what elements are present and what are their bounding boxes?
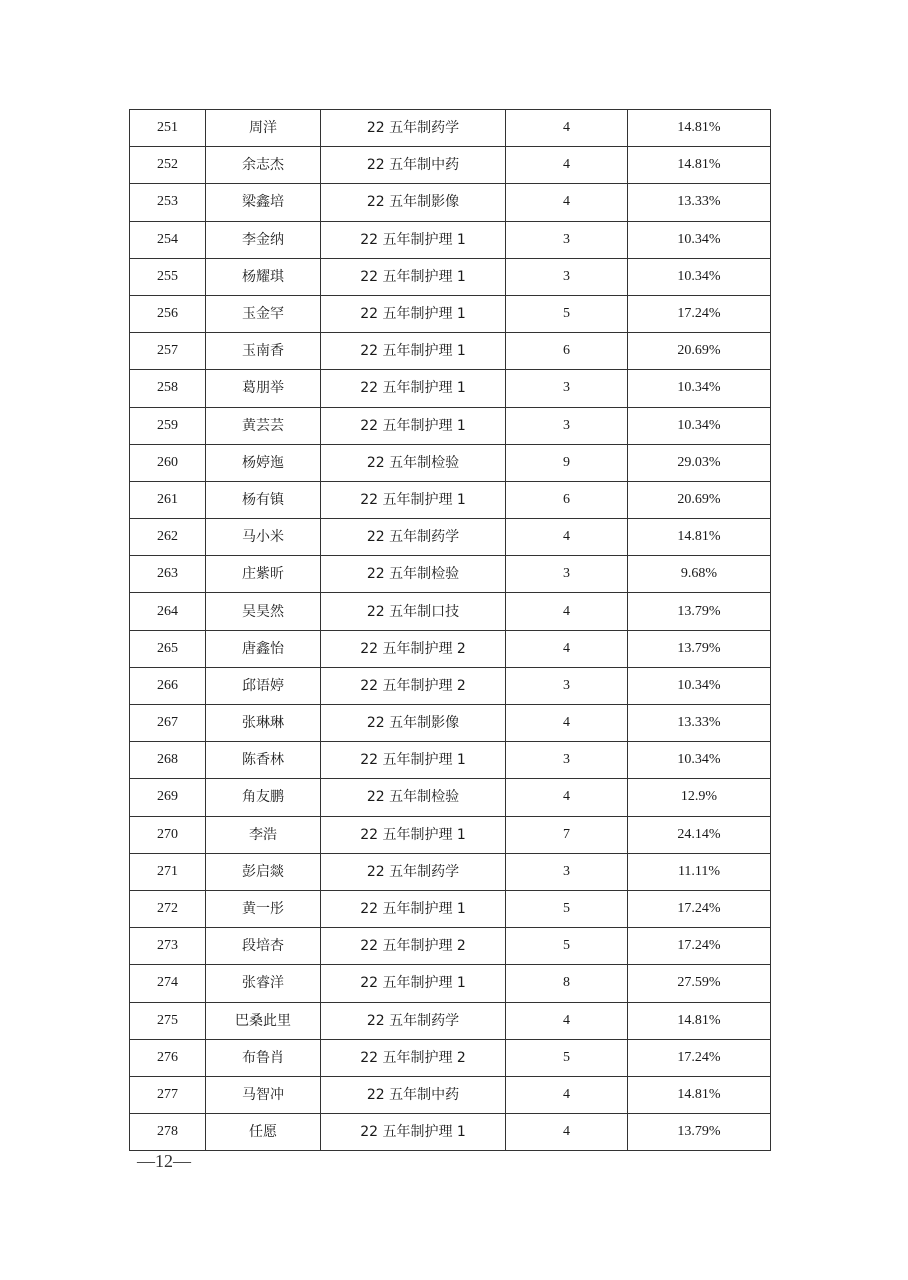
cell-count: 3 [506,742,628,779]
cell-student-name: 葛朋举 [206,370,321,407]
cell-class: 22 五年制护理 2 [321,1039,506,1076]
table-row [130,370,771,407]
table-row [130,630,771,667]
cell-number: 270 [130,816,206,853]
student-table [129,109,771,1151]
cell-student-name: 角友鹏 [206,779,321,816]
cell-student-name: 任愿 [206,1114,321,1151]
cell-rate: 10.34% [628,370,771,407]
cell-class: 22 五年制护理 1 [321,816,506,853]
page-number: —12— [137,1151,191,1171]
cell-student-name: 张琳琳 [206,705,321,742]
cell-rate: 13.79% [628,1114,771,1151]
cell-number: 257 [130,333,206,370]
cell-student-name: 余志杰 [206,147,321,184]
cell-student-name: 马智冲 [206,1076,321,1113]
cell-student-name: 李浩 [206,816,321,853]
cell-number: 260 [130,444,206,481]
cell-number: 256 [130,295,206,332]
cell-number: 265 [130,630,206,667]
cell-class: 22 五年制护理 1 [321,742,506,779]
cell-student-name: 杨有镇 [206,481,321,518]
cell-rate: 27.59% [628,965,771,1002]
cell-count: 5 [506,890,628,927]
cell-student-name: 巴桑此里 [206,1002,321,1039]
cell-count: 4 [506,1002,628,1039]
cell-student-name: 黄芸芸 [206,407,321,444]
cell-student-name: 玉金罕 [206,295,321,332]
cell-student-name: 吴昊然 [206,593,321,630]
cell-rate: 29.03% [628,444,771,481]
cell-number: 262 [130,519,206,556]
cell-rate: 24.14% [628,816,771,853]
cell-rate: 20.69% [628,481,771,518]
table-row [130,742,771,779]
cell-class: 22 五年制影像 [321,184,506,221]
cell-count: 4 [506,779,628,816]
cell-class: 22 五年制检验 [321,556,506,593]
table-row [130,481,771,518]
cell-class: 22 五年制影像 [321,705,506,742]
cell-count: 3 [506,667,628,704]
cell-rate: 10.34% [628,667,771,704]
cell-number: 272 [130,890,206,927]
cell-rate: 13.79% [628,593,771,630]
cell-number: 271 [130,853,206,890]
cell-class: 22 五年制药学 [321,853,506,890]
cell-count: 3 [506,556,628,593]
table-row [130,928,771,965]
cell-count: 7 [506,816,628,853]
cell-count: 5 [506,1039,628,1076]
cell-count: 3 [506,258,628,295]
cell-number: 259 [130,407,206,444]
cell-class: 22 五年制药学 [321,519,506,556]
table-row [130,1002,771,1039]
cell-class: 22 五年制护理 1 [321,407,506,444]
cell-number: 268 [130,742,206,779]
cell-class: 22 五年制护理 1 [321,221,506,258]
cell-count: 4 [506,1076,628,1113]
table-row [130,147,771,184]
table-row [130,407,771,444]
cell-student-name: 彭启燚 [206,853,321,890]
cell-class: 22 五年制护理 2 [321,630,506,667]
cell-count: 4 [506,630,628,667]
cell-number: 275 [130,1002,206,1039]
cell-number: 273 [130,928,206,965]
cell-rate: 17.24% [628,1039,771,1076]
cell-class: 22 五年制护理 1 [321,1114,506,1151]
cell-rate: 17.24% [628,295,771,332]
cell-count: 3 [506,853,628,890]
cell-number: 255 [130,258,206,295]
cell-number: 264 [130,593,206,630]
cell-number: 263 [130,556,206,593]
cell-student-name: 周洋 [206,110,321,147]
cell-class: 22 五年制护理 1 [321,890,506,927]
cell-rate: 10.34% [628,742,771,779]
cell-student-name: 段培杏 [206,928,321,965]
cell-class: 22 五年制护理 1 [321,258,506,295]
table-row [130,705,771,742]
cell-class: 22 五年制中药 [321,147,506,184]
table-row [130,184,771,221]
cell-class: 22 五年制检验 [321,444,506,481]
cell-rate: 10.34% [628,258,771,295]
cell-rate: 13.79% [628,630,771,667]
cell-class: 22 五年制护理 2 [321,928,506,965]
cell-class: 22 五年制检验 [321,779,506,816]
cell-number: 269 [130,779,206,816]
table-row [130,258,771,295]
table-row [130,1039,771,1076]
cell-rate: 10.34% [628,407,771,444]
cell-class: 22 五年制药学 [321,110,506,147]
cell-number: 266 [130,667,206,704]
cell-number: 274 [130,965,206,1002]
table-row [130,333,771,370]
cell-count: 3 [506,221,628,258]
cell-count: 4 [506,1114,628,1151]
cell-count: 8 [506,965,628,1002]
cell-class: 22 五年制护理 1 [321,333,506,370]
cell-rate: 14.81% [628,147,771,184]
cell-count: 4 [506,110,628,147]
cell-count: 4 [506,147,628,184]
table-row [130,1076,771,1113]
cell-rate: 14.81% [628,110,771,147]
cell-rate: 12.9% [628,779,771,816]
cell-student-name: 玉南香 [206,333,321,370]
cell-class: 22 五年制口技 [321,593,506,630]
cell-rate: 20.69% [628,333,771,370]
cell-class: 22 五年制护理 1 [321,965,506,1002]
cell-number: 277 [130,1076,206,1113]
cell-number: 252 [130,147,206,184]
cell-class: 22 五年制药学 [321,1002,506,1039]
cell-rate: 17.24% [628,890,771,927]
cell-rate: 13.33% [628,705,771,742]
cell-student-name: 李金纳 [206,221,321,258]
cell-student-name: 庄紫昕 [206,556,321,593]
cell-count: 9 [506,444,628,481]
cell-student-name: 唐鑫怡 [206,630,321,667]
cell-count: 5 [506,295,628,332]
cell-rate: 14.81% [628,1076,771,1113]
cell-class: 22 五年制护理 1 [321,370,506,407]
cell-student-name: 张睿洋 [206,965,321,1002]
table-row [130,556,771,593]
table-row [130,965,771,1002]
cell-student-name: 邱语婷 [206,667,321,704]
cell-number: 278 [130,1114,206,1151]
table-row [130,816,771,853]
cell-student-name: 马小米 [206,519,321,556]
cell-class: 22 五年制护理 2 [321,667,506,704]
cell-rate: 14.81% [628,519,771,556]
cell-student-name: 黄一彤 [206,890,321,927]
table-row [130,221,771,258]
cell-count: 4 [506,593,628,630]
cell-number: 251 [130,110,206,147]
cell-class: 22 五年制护理 1 [321,481,506,518]
cell-count: 4 [506,705,628,742]
cell-rate: 10.34% [628,221,771,258]
cell-class: 22 五年制护理 1 [321,295,506,332]
cell-rate: 9.68% [628,556,771,593]
cell-number: 267 [130,705,206,742]
table-row [130,444,771,481]
table-row [130,593,771,630]
table-row [130,853,771,890]
cell-count: 4 [506,519,628,556]
table-row [130,110,771,147]
cell-count: 3 [506,407,628,444]
cell-student-name: 杨耀琪 [206,258,321,295]
cell-count: 6 [506,333,628,370]
cell-number: 276 [130,1039,206,1076]
cell-number: 258 [130,370,206,407]
cell-count: 4 [506,184,628,221]
cell-rate: 14.81% [628,1002,771,1039]
cell-number: 253 [130,184,206,221]
cell-number: 261 [130,481,206,518]
student-table-body [130,110,771,1151]
cell-number: 254 [130,221,206,258]
table-row [130,519,771,556]
table-row [130,890,771,927]
table-row [130,667,771,704]
table-row [130,1114,771,1151]
cell-student-name: 布鲁肖 [206,1039,321,1076]
cell-count: 3 [506,370,628,407]
table-row [130,295,771,332]
cell-student-name: 陈香林 [206,742,321,779]
cell-rate: 13.33% [628,184,771,221]
cell-count: 5 [506,928,628,965]
cell-count: 6 [506,481,628,518]
cell-rate: 11.11% [628,853,771,890]
cell-student-name: 梁鑫培 [206,184,321,221]
cell-rate: 17.24% [628,928,771,965]
cell-student-name: 杨婷迤 [206,444,321,481]
table-row [130,779,771,816]
cell-class: 22 五年制中药 [321,1076,506,1113]
